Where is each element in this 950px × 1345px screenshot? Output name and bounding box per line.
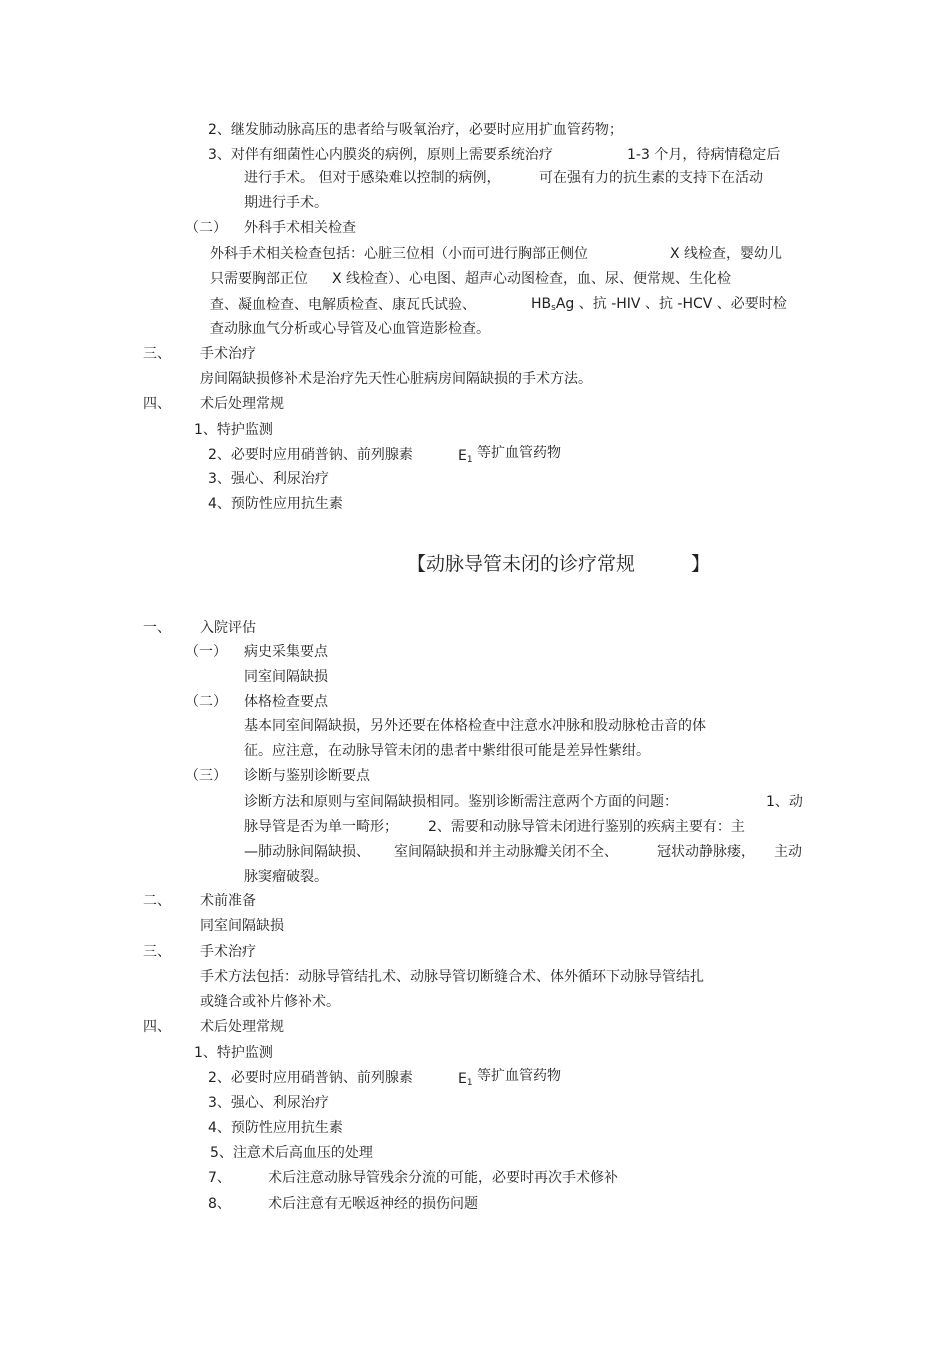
section-heading: 手术治疗 [200, 944, 256, 960]
paragraph-line-rest: Ag 、抗 -HIV 、抗 -HCV 、必要时检 [555, 296, 787, 312]
paragraph-line-b [531, 294, 787, 316]
paragraph-line: 征。应注意，在动脉导管未闭的患者中紫绀很可能是差异性紫绀。 [244, 743, 650, 759]
section-number: 三、 [143, 944, 171, 960]
section-heading: 术前准备 [200, 893, 256, 909]
list-item-number: 8、 [208, 1196, 231, 1212]
list-item: 术后注意动脉导管残余分流的可能，必要时再次手术修补 [268, 1170, 618, 1186]
subsection-heading: 外科手术相关检查 [244, 220, 356, 236]
subsection-heading: 诊断与鉴别诊断要点 [244, 768, 370, 784]
paragraph-line: —肺动脉间隔缺损、 [244, 844, 370, 860]
subsection-heading: 体格检查要点 [244, 694, 328, 710]
section-number: 二、 [143, 893, 171, 909]
list-item: 术后注意有无喉返神经的损伤问题 [268, 1196, 478, 1212]
list-item: 1、特护监测 [194, 422, 273, 438]
paragraph-line-b: 室间隔缺损和并主动脉瓣关闭不全、 [394, 844, 618, 860]
subsection-number: （二） [185, 220, 227, 236]
list-item: 5、注意术后高血压的处理 [210, 1145, 373, 1161]
list-item-2: 2、继发肺动脉高压的患者给与吸氧治疗，必要时应用扩血管药物； [208, 122, 623, 138]
section-number: 一、 [143, 620, 171, 636]
paragraph-line: 手术方法包括：动脉导管结扎术、动脉导管切断缝合术、体外循环下动脉导管结扎 [200, 969, 704, 985]
page-title-close: 】 [691, 553, 711, 575]
list-item: 4、预防性应用抗生素 [208, 496, 343, 512]
section-number: 四、 [143, 396, 171, 412]
hbsag-subscript: s [551, 303, 556, 313]
list-item-3-cont: 1-3 个月，待病情稳定后 [627, 147, 781, 163]
subsection-number: （一） [185, 644, 227, 660]
paragraph-line: 同室间隔缺损 [200, 918, 284, 934]
list-item-cont: 等扩血管药物 [477, 445, 561, 461]
paragraph-line-b: 2、需要和动脉导管未闭进行鉴别的疾病主要有：主 [428, 819, 745, 835]
paragraph-line: 查动脉血气分析或心导管及心血管造影检查。 [210, 321, 490, 337]
e-subscript: 1 [466, 455, 473, 465]
paragraph-line-c: 冠状动静脉瘘， [657, 844, 755, 860]
list-item-3-line2b: 可在强有力的抗生素的支持下在活动 [539, 170, 763, 186]
list-item: 3、强心、利尿治疗 [208, 1095, 329, 1111]
page-title: 【动脉导管未闭的诊疗常规 [407, 553, 636, 575]
subsection-number: （二） [185, 694, 227, 710]
list-item-e1 [458, 446, 473, 468]
paragraph-line: 外科手术相关检查包括：心脏三位相（小而可进行胸部正侧位 [210, 246, 588, 262]
list-item: 2、必要时应用硝普钠、前列腺素 [208, 447, 413, 463]
paragraph-line-b: X 线检查）、心电图、超声心动图检查，血、尿、便常规、生化检 [332, 271, 732, 287]
hbsag-prefix: HB [531, 296, 552, 312]
list-item-3-line2: 进行手术。 但对于感染难以控制的病例， [244, 170, 501, 186]
list-item-3: 3、对伴有细菌性心内膜炎的病例，原则上需要系统治疗 [208, 147, 553, 163]
list-item-e1 [458, 1069, 473, 1091]
e-letter: E [458, 1071, 467, 1087]
subsection-number: （三） [185, 768, 227, 784]
subsection-heading: 病史采集要点 [244, 644, 328, 660]
paragraph-line-b: X 线检查，婴幼儿 [670, 246, 783, 262]
section-heading: 术后处理常规 [200, 1019, 284, 1035]
paragraph-line: 同室间隔缺损 [244, 669, 328, 685]
list-item-cont: 等扩血管药物 [477, 1068, 561, 1084]
list-item: 2、必要时应用硝普钠、前列腺素 [208, 1070, 413, 1086]
section-heading: 手术治疗 [200, 346, 256, 362]
list-item-3-line3: 期进行手术。 [244, 195, 328, 211]
e-subscript: 1 [466, 1078, 473, 1088]
paragraph-line: 诊断方法和原则与室间隔缺损相同。鉴别诊断需注意两个方面的问题： [244, 794, 678, 810]
paragraph-line: 只需要胸部正位 [210, 271, 308, 287]
list-item: 1、特护监测 [194, 1045, 273, 1061]
paragraph-line: 房间隔缺损修补术是治疗先天性心脏病房间隔缺损的手术方法。 [200, 371, 592, 387]
paragraph-line-b: 1、动 [766, 794, 803, 810]
paragraph-line: 查、凝血检查、电解质检查、康瓦氏试验、 [210, 297, 476, 313]
paragraph-line: 或缝合或补片修补术。 [200, 994, 340, 1010]
paragraph-line: 基本同室间隔缺损，另外还要在体格检查中注意水冲脉和股动脉枪击音的体 [244, 718, 706, 734]
e-letter: E [458, 448, 467, 464]
list-item: 4、预防性应用抗生素 [208, 1120, 343, 1136]
paragraph-line: 脉窦瘤破裂。 [244, 869, 328, 885]
section-number: 三、 [143, 346, 171, 362]
section-heading: 术后处理常规 [200, 396, 284, 412]
paragraph-line: 脉导管是否为单一畸形； [244, 819, 398, 835]
section-heading: 入院评估 [200, 620, 256, 636]
list-item: 3、强心、利尿治疗 [208, 471, 329, 487]
section-number: 四、 [143, 1019, 171, 1035]
paragraph-line-d: 主动 [774, 844, 802, 860]
list-item-number: 7、 [208, 1170, 231, 1186]
